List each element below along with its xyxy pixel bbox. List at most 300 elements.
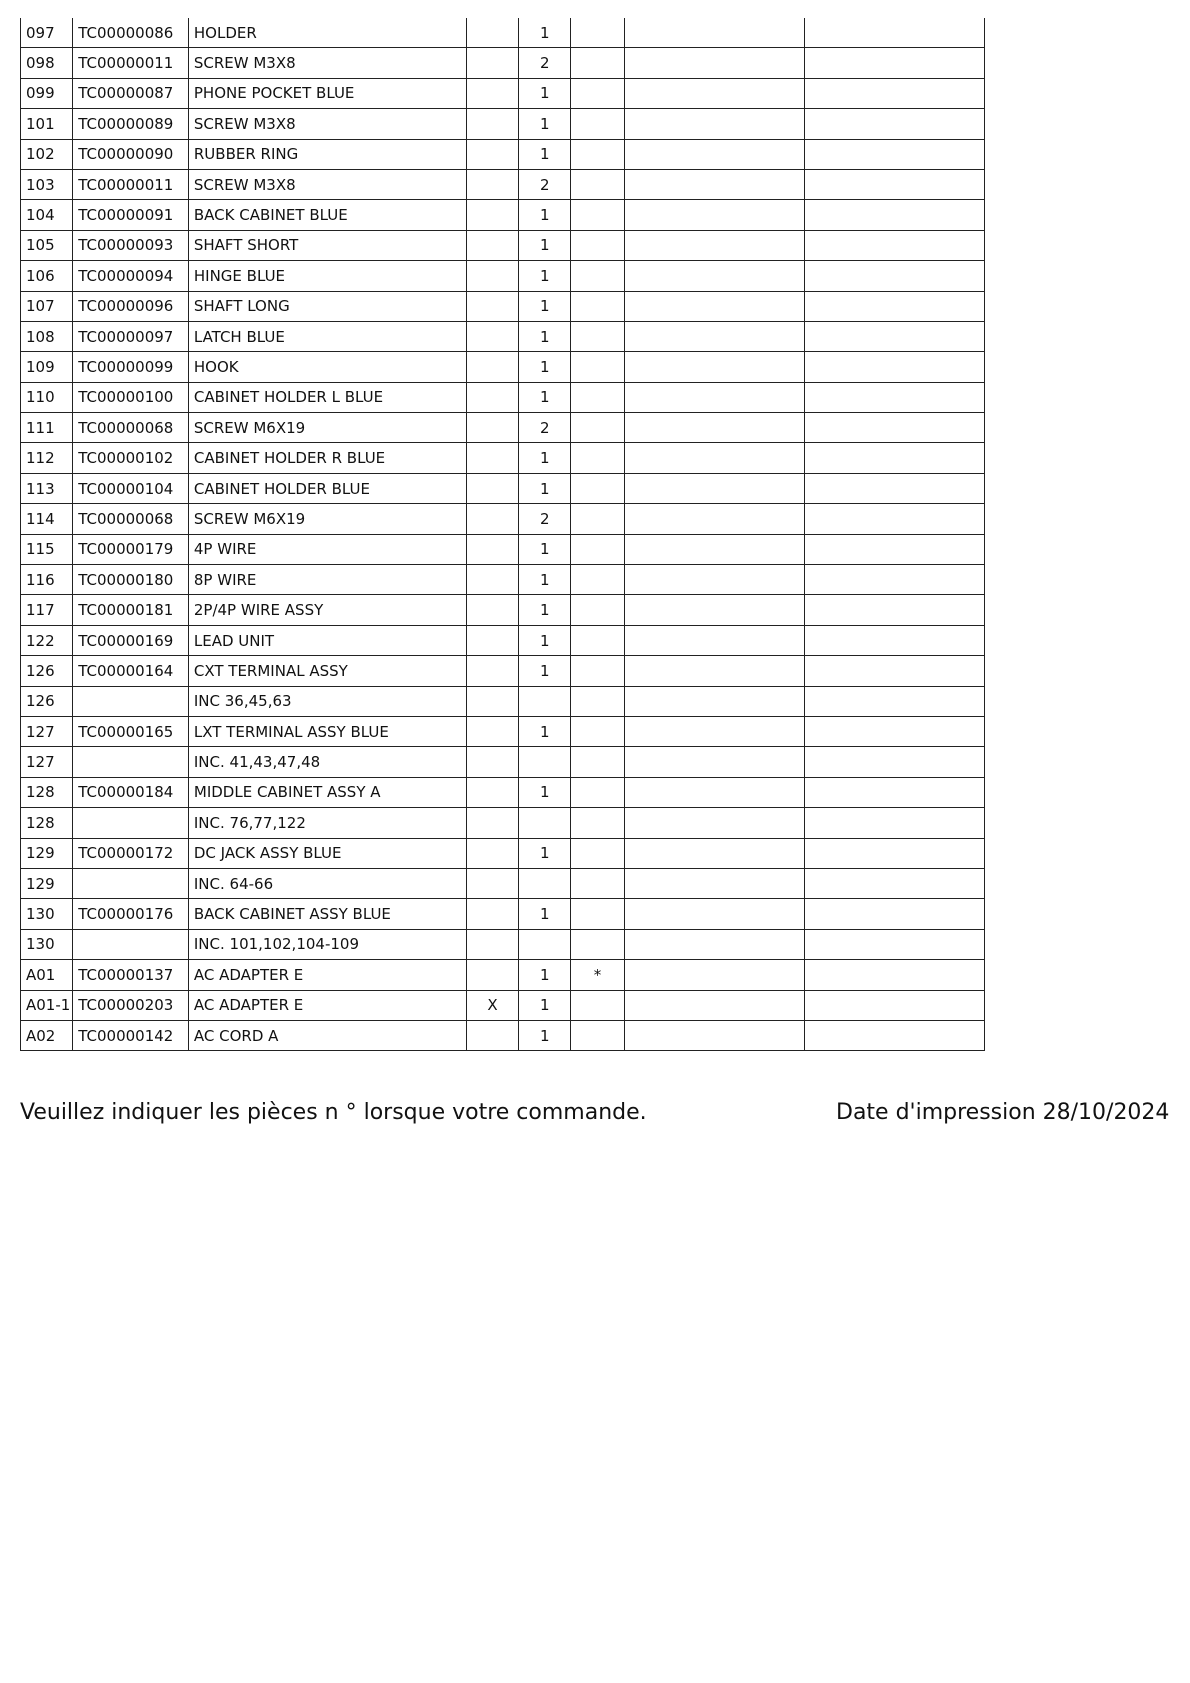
part-qty-cell: 1: [519, 625, 571, 655]
part-flag-cell: [466, 534, 518, 564]
part-description-cell: HINGE BLUE: [188, 261, 466, 291]
part-flag-cell: [466, 747, 518, 777]
table-row: [21, 929, 985, 959]
empty-cell: [804, 139, 984, 169]
empty-cell: [624, 716, 804, 746]
table-row: [21, 534, 985, 564]
part-mark-cell: [571, 291, 624, 321]
part-description-cell: HOOK: [188, 352, 466, 382]
part-flag-cell: [466, 443, 518, 473]
part-qty-cell: 1: [519, 656, 571, 686]
part-ref-cell: 108: [21, 321, 73, 351]
part-code-cell: TC00000096: [73, 291, 189, 321]
empty-cell: [624, 78, 804, 108]
part-qty-cell: 2: [519, 413, 571, 443]
empty-cell: [804, 929, 984, 959]
part-code-cell: TC00000097: [73, 321, 189, 351]
table-row: [21, 473, 985, 503]
part-qty-cell: 1: [519, 443, 571, 473]
part-ref-cell: 126: [21, 686, 73, 716]
empty-cell: [804, 352, 984, 382]
part-code-cell: TC00000179: [73, 534, 189, 564]
empty-cell: [804, 565, 984, 595]
table-row: [21, 868, 985, 898]
part-ref-cell: 128: [21, 777, 73, 807]
print-date: Date d'impression 28/10/2024: [836, 1100, 1170, 1125]
part-flag-cell: [466, 929, 518, 959]
part-mark-cell: [571, 990, 624, 1020]
empty-cell: [804, 777, 984, 807]
part-mark-cell: [571, 352, 624, 382]
empty-cell: [624, 413, 804, 443]
table-row: [21, 716, 985, 746]
part-code-cell: [73, 686, 189, 716]
part-qty-cell: 1: [519, 595, 571, 625]
table-row: [21, 109, 985, 139]
part-description-cell: CABINET HOLDER BLUE: [188, 473, 466, 503]
part-qty-cell: [519, 747, 571, 777]
table-row: [21, 656, 985, 686]
part-code-cell: TC00000203: [73, 990, 189, 1020]
part-code-cell: TC00000089: [73, 109, 189, 139]
part-mark-cell: [571, 777, 624, 807]
empty-cell: [804, 868, 984, 898]
empty-cell: [624, 595, 804, 625]
part-mark-cell: [571, 18, 624, 48]
part-code-cell: TC00000093: [73, 230, 189, 260]
empty-cell: [804, 960, 984, 990]
part-ref-cell: 107: [21, 291, 73, 321]
empty-cell: [624, 929, 804, 959]
part-flag-cell: [466, 565, 518, 595]
part-mark-cell: [571, 200, 624, 230]
part-code-cell: [73, 808, 189, 838]
parts-table: [20, 18, 985, 1051]
empty-cell: [804, 504, 984, 534]
part-ref-cell: 128: [21, 808, 73, 838]
table-row: [21, 838, 985, 868]
table-row: [21, 169, 985, 199]
part-qty-cell: 2: [519, 48, 571, 78]
part-mark-cell: [571, 868, 624, 898]
table-row: [21, 1020, 985, 1050]
part-ref-cell: 129: [21, 868, 73, 898]
part-description-cell: INC. 41,43,47,48: [188, 747, 466, 777]
part-code-cell: TC00000068: [73, 504, 189, 534]
part-code-cell: TC00000094: [73, 261, 189, 291]
part-ref-cell: 110: [21, 382, 73, 412]
table-row: [21, 595, 985, 625]
table-row: [21, 747, 985, 777]
part-mark-cell: [571, 625, 624, 655]
part-flag-cell: [466, 109, 518, 139]
part-code-cell: TC00000068: [73, 413, 189, 443]
part-ref-cell: 111: [21, 413, 73, 443]
empty-cell: [804, 716, 984, 746]
empty-cell: [624, 48, 804, 78]
empty-cell: [804, 261, 984, 291]
empty-cell: [624, 18, 804, 48]
empty-cell: [624, 990, 804, 1020]
part-qty-cell: [519, 929, 571, 959]
empty-cell: [624, 808, 804, 838]
part-code-cell: TC00000142: [73, 1020, 189, 1050]
empty-cell: [804, 747, 984, 777]
part-code-cell: TC00000180: [73, 565, 189, 595]
table-row: [21, 78, 985, 108]
part-ref-cell: 104: [21, 200, 73, 230]
part-ref-cell: A02: [21, 1020, 73, 1050]
part-flag-cell: [466, 18, 518, 48]
empty-cell: [804, 321, 984, 351]
part-ref-cell: 127: [21, 716, 73, 746]
empty-cell: [804, 78, 984, 108]
part-qty-cell: 1: [519, 382, 571, 412]
part-mark-cell: [571, 413, 624, 443]
empty-cell: [804, 18, 984, 48]
part-flag-cell: [466, 261, 518, 291]
empty-cell: [804, 625, 984, 655]
part-flag-cell: [466, 716, 518, 746]
empty-cell: [624, 656, 804, 686]
part-mark-cell: [571, 48, 624, 78]
order-instruction-note: Veuillez indiquer les pièces n ° lorsque votre commande.: [20, 1100, 647, 1125]
empty-cell: [624, 504, 804, 534]
part-flag-cell: [466, 48, 518, 78]
part-description-cell: LATCH BLUE: [188, 321, 466, 351]
table-row: [21, 18, 985, 48]
part-qty-cell: 1: [519, 352, 571, 382]
part-mark-cell: [571, 443, 624, 473]
empty-cell: [804, 990, 984, 1020]
part-description-cell: CABINET HOLDER R BLUE: [188, 443, 466, 473]
empty-cell: [804, 413, 984, 443]
empty-cell: [624, 169, 804, 199]
empty-cell: [624, 200, 804, 230]
part-code-cell: TC00000104: [73, 473, 189, 503]
empty-cell: [624, 777, 804, 807]
empty-cell: [624, 1020, 804, 1050]
part-description-cell: SCREW M3X8: [188, 48, 466, 78]
part-qty-cell: 1: [519, 716, 571, 746]
part-flag-cell: [466, 960, 518, 990]
parts-table-body: [21, 18, 985, 1051]
part-qty-cell: 1: [519, 78, 571, 108]
table-row: [21, 291, 985, 321]
part-description-cell: INC. 64-66: [188, 868, 466, 898]
empty-cell: [804, 443, 984, 473]
table-row: [21, 200, 985, 230]
part-flag-cell: [466, 1020, 518, 1050]
part-code-cell: TC00000099: [73, 352, 189, 382]
empty-cell: [804, 200, 984, 230]
part-ref-cell: 127: [21, 747, 73, 777]
part-ref-cell: 117: [21, 595, 73, 625]
empty-cell: [804, 473, 984, 503]
part-description-cell: INC 36,45,63: [188, 686, 466, 716]
part-mark-cell: [571, 929, 624, 959]
part-qty-cell: 1: [519, 838, 571, 868]
part-description-cell: INC. 76,77,122: [188, 808, 466, 838]
empty-cell: [624, 868, 804, 898]
part-description-cell: AC ADAPTER E: [188, 990, 466, 1020]
table-row: [21, 808, 985, 838]
part-mark-cell: [571, 1020, 624, 1050]
part-description-cell: SHAFT LONG: [188, 291, 466, 321]
part-flag-cell: [466, 868, 518, 898]
empty-cell: [804, 534, 984, 564]
part-description-cell: CABINET HOLDER L BLUE: [188, 382, 466, 412]
part-description-cell: SCREW M3X8: [188, 109, 466, 139]
empty-cell: [624, 960, 804, 990]
part-code-cell: TC00000176: [73, 899, 189, 929]
empty-cell: [804, 169, 984, 199]
part-code-cell: TC00000086: [73, 18, 189, 48]
empty-cell: [804, 291, 984, 321]
part-flag-cell: [466, 504, 518, 534]
part-code-cell: TC00000011: [73, 169, 189, 199]
part-code-cell: TC00000100: [73, 382, 189, 412]
part-ref-cell: 129: [21, 838, 73, 868]
table-row: [21, 352, 985, 382]
part-ref-cell: 112: [21, 443, 73, 473]
part-mark-cell: [571, 321, 624, 351]
empty-cell: [624, 321, 804, 351]
part-qty-cell: 1: [519, 960, 571, 990]
part-description-cell: MIDDLE CABINET ASSY A: [188, 777, 466, 807]
part-ref-cell: 097: [21, 18, 73, 48]
part-mark-cell: [571, 838, 624, 868]
part-qty-cell: 1: [519, 291, 571, 321]
part-qty-cell: [519, 686, 571, 716]
part-qty-cell: 1: [519, 473, 571, 503]
empty-cell: [804, 595, 984, 625]
part-mark-cell: [571, 656, 624, 686]
empty-cell: [624, 382, 804, 412]
part-qty-cell: 1: [519, 777, 571, 807]
empty-cell: [624, 565, 804, 595]
table-row: [21, 960, 985, 990]
part-code-cell: TC00000184: [73, 777, 189, 807]
empty-cell: [624, 291, 804, 321]
part-flag-cell: [466, 838, 518, 868]
part-description-cell: SCREW M3X8: [188, 169, 466, 199]
part-qty-cell: 1: [519, 321, 571, 351]
part-code-cell: TC00000181: [73, 595, 189, 625]
empty-cell: [624, 838, 804, 868]
empty-cell: [804, 1020, 984, 1050]
part-mark-cell: [571, 78, 624, 108]
table-row: [21, 48, 985, 78]
part-mark-cell: [571, 382, 624, 412]
part-ref-cell: 113: [21, 473, 73, 503]
part-flag-cell: [466, 230, 518, 260]
table-row: [21, 504, 985, 534]
part-ref-cell: 106: [21, 261, 73, 291]
part-ref-cell: 130: [21, 929, 73, 959]
table-row: [21, 990, 985, 1020]
part-flag-cell: [466, 352, 518, 382]
part-code-cell: TC00000102: [73, 443, 189, 473]
part-qty-cell: [519, 808, 571, 838]
part-description-cell: CXT TERMINAL ASSY: [188, 656, 466, 686]
empty-cell: [624, 473, 804, 503]
table-row: [21, 139, 985, 169]
part-qty-cell: 1: [519, 534, 571, 564]
table-row: [21, 565, 985, 595]
part-description-cell: PHONE POCKET BLUE: [188, 78, 466, 108]
part-code-cell: TC00000087: [73, 78, 189, 108]
part-qty-cell: 1: [519, 261, 571, 291]
table-row: [21, 777, 985, 807]
part-flag-cell: [466, 200, 518, 230]
empty-cell: [624, 686, 804, 716]
part-mark-cell: [571, 230, 624, 260]
part-flag-cell: [466, 473, 518, 503]
part-ref-cell: 122: [21, 625, 73, 655]
part-mark-cell: [571, 504, 624, 534]
part-description-cell: LXT TERMINAL ASSY BLUE: [188, 716, 466, 746]
part-qty-cell: [519, 868, 571, 898]
part-flag-cell: [466, 78, 518, 108]
part-description-cell: SHAFT SHORT: [188, 230, 466, 260]
empty-cell: [624, 747, 804, 777]
part-description-cell: HOLDER: [188, 18, 466, 48]
table-row: [21, 443, 985, 473]
part-flag-cell: [466, 899, 518, 929]
part-description-cell: AC ADAPTER E: [188, 960, 466, 990]
empty-cell: [804, 656, 984, 686]
part-qty-cell: 1: [519, 899, 571, 929]
part-flag-cell: [466, 291, 518, 321]
empty-cell: [624, 443, 804, 473]
table-row: [21, 686, 985, 716]
part-ref-cell: 105: [21, 230, 73, 260]
part-flag-cell: [466, 656, 518, 686]
empty-cell: [624, 899, 804, 929]
part-flag-cell: [466, 169, 518, 199]
part-description-cell: 2P/4P WIRE ASSY: [188, 595, 466, 625]
part-qty-cell: 2: [519, 504, 571, 534]
part-qty-cell: 1: [519, 1020, 571, 1050]
part-mark-cell: [571, 686, 624, 716]
part-ref-cell: 099: [21, 78, 73, 108]
part-code-cell: [73, 868, 189, 898]
empty-cell: [804, 109, 984, 139]
part-mark-cell: [571, 139, 624, 169]
part-ref-cell: A01: [21, 960, 73, 990]
part-ref-cell: A01-1: [21, 990, 73, 1020]
part-description-cell: SCREW M6X19: [188, 504, 466, 534]
empty-cell: [804, 382, 984, 412]
part-mark-cell: [571, 899, 624, 929]
part-code-cell: TC00000091: [73, 200, 189, 230]
empty-cell: [624, 534, 804, 564]
empty-cell: [804, 899, 984, 929]
part-ref-cell: 102: [21, 139, 73, 169]
part-qty-cell: 1: [519, 139, 571, 169]
part-code-cell: TC00000137: [73, 960, 189, 990]
part-description-cell: DC JACK ASSY BLUE: [188, 838, 466, 868]
part-code-cell: [73, 747, 189, 777]
part-mark-cell: [571, 595, 624, 625]
part-code-cell: TC00000169: [73, 625, 189, 655]
part-description-cell: BACK CABINET BLUE: [188, 200, 466, 230]
part-flag-cell: [466, 625, 518, 655]
part-flag-cell: [466, 413, 518, 443]
empty-cell: [624, 625, 804, 655]
part-mark-cell: [571, 716, 624, 746]
part-description-cell: 4P WIRE: [188, 534, 466, 564]
part-code-cell: TC00000165: [73, 716, 189, 746]
empty-cell: [804, 686, 984, 716]
part-mark-cell: [571, 109, 624, 139]
part-flag-cell: [466, 686, 518, 716]
part-mark-cell: [571, 169, 624, 199]
part-description-cell: 8P WIRE: [188, 565, 466, 595]
table-row: [21, 625, 985, 655]
part-mark-cell: [571, 473, 624, 503]
part-ref-cell: 109: [21, 352, 73, 382]
empty-cell: [624, 109, 804, 139]
table-row: [21, 321, 985, 351]
part-description-cell: AC CORD A: [188, 1020, 466, 1050]
part-ref-cell: 116: [21, 565, 73, 595]
part-ref-cell: 115: [21, 534, 73, 564]
part-qty-cell: 2: [519, 169, 571, 199]
part-description-cell: SCREW M6X19: [188, 413, 466, 443]
part-flag-cell: [466, 321, 518, 351]
part-ref-cell: 130: [21, 899, 73, 929]
empty-cell: [624, 352, 804, 382]
part-description-cell: INC. 101,102,104-109: [188, 929, 466, 959]
part-mark-cell: [571, 747, 624, 777]
part-qty-cell: 1: [519, 18, 571, 48]
part-mark-cell: *: [571, 960, 624, 990]
part-code-cell: TC00000172: [73, 838, 189, 868]
table-row: [21, 382, 985, 412]
part-description-cell: BACK CABINET ASSY BLUE: [188, 899, 466, 929]
table-row: [21, 899, 985, 929]
part-ref-cell: 098: [21, 48, 73, 78]
part-description-cell: RUBBER RING: [188, 139, 466, 169]
part-code-cell: TC00000090: [73, 139, 189, 169]
empty-cell: [804, 48, 984, 78]
empty-cell: [804, 808, 984, 838]
part-qty-cell: 1: [519, 200, 571, 230]
part-qty-cell: 1: [519, 565, 571, 595]
part-ref-cell: 101: [21, 109, 73, 139]
part-code-cell: TC00000164: [73, 656, 189, 686]
part-ref-cell: 103: [21, 169, 73, 199]
part-code-cell: [73, 929, 189, 959]
table-row: [21, 413, 985, 443]
empty-cell: [624, 230, 804, 260]
part-flag-cell: [466, 777, 518, 807]
part-qty-cell: 1: [519, 109, 571, 139]
part-code-cell: TC00000011: [73, 48, 189, 78]
part-mark-cell: [571, 565, 624, 595]
part-flag-cell: [466, 595, 518, 625]
part-qty-cell: 1: [519, 230, 571, 260]
part-qty-cell: 1: [519, 990, 571, 1020]
part-flag-cell: [466, 139, 518, 169]
empty-cell: [804, 230, 984, 260]
part-ref-cell: 126: [21, 656, 73, 686]
part-mark-cell: [571, 808, 624, 838]
part-flag-cell: [466, 382, 518, 412]
part-description-cell: LEAD UNIT: [188, 625, 466, 655]
